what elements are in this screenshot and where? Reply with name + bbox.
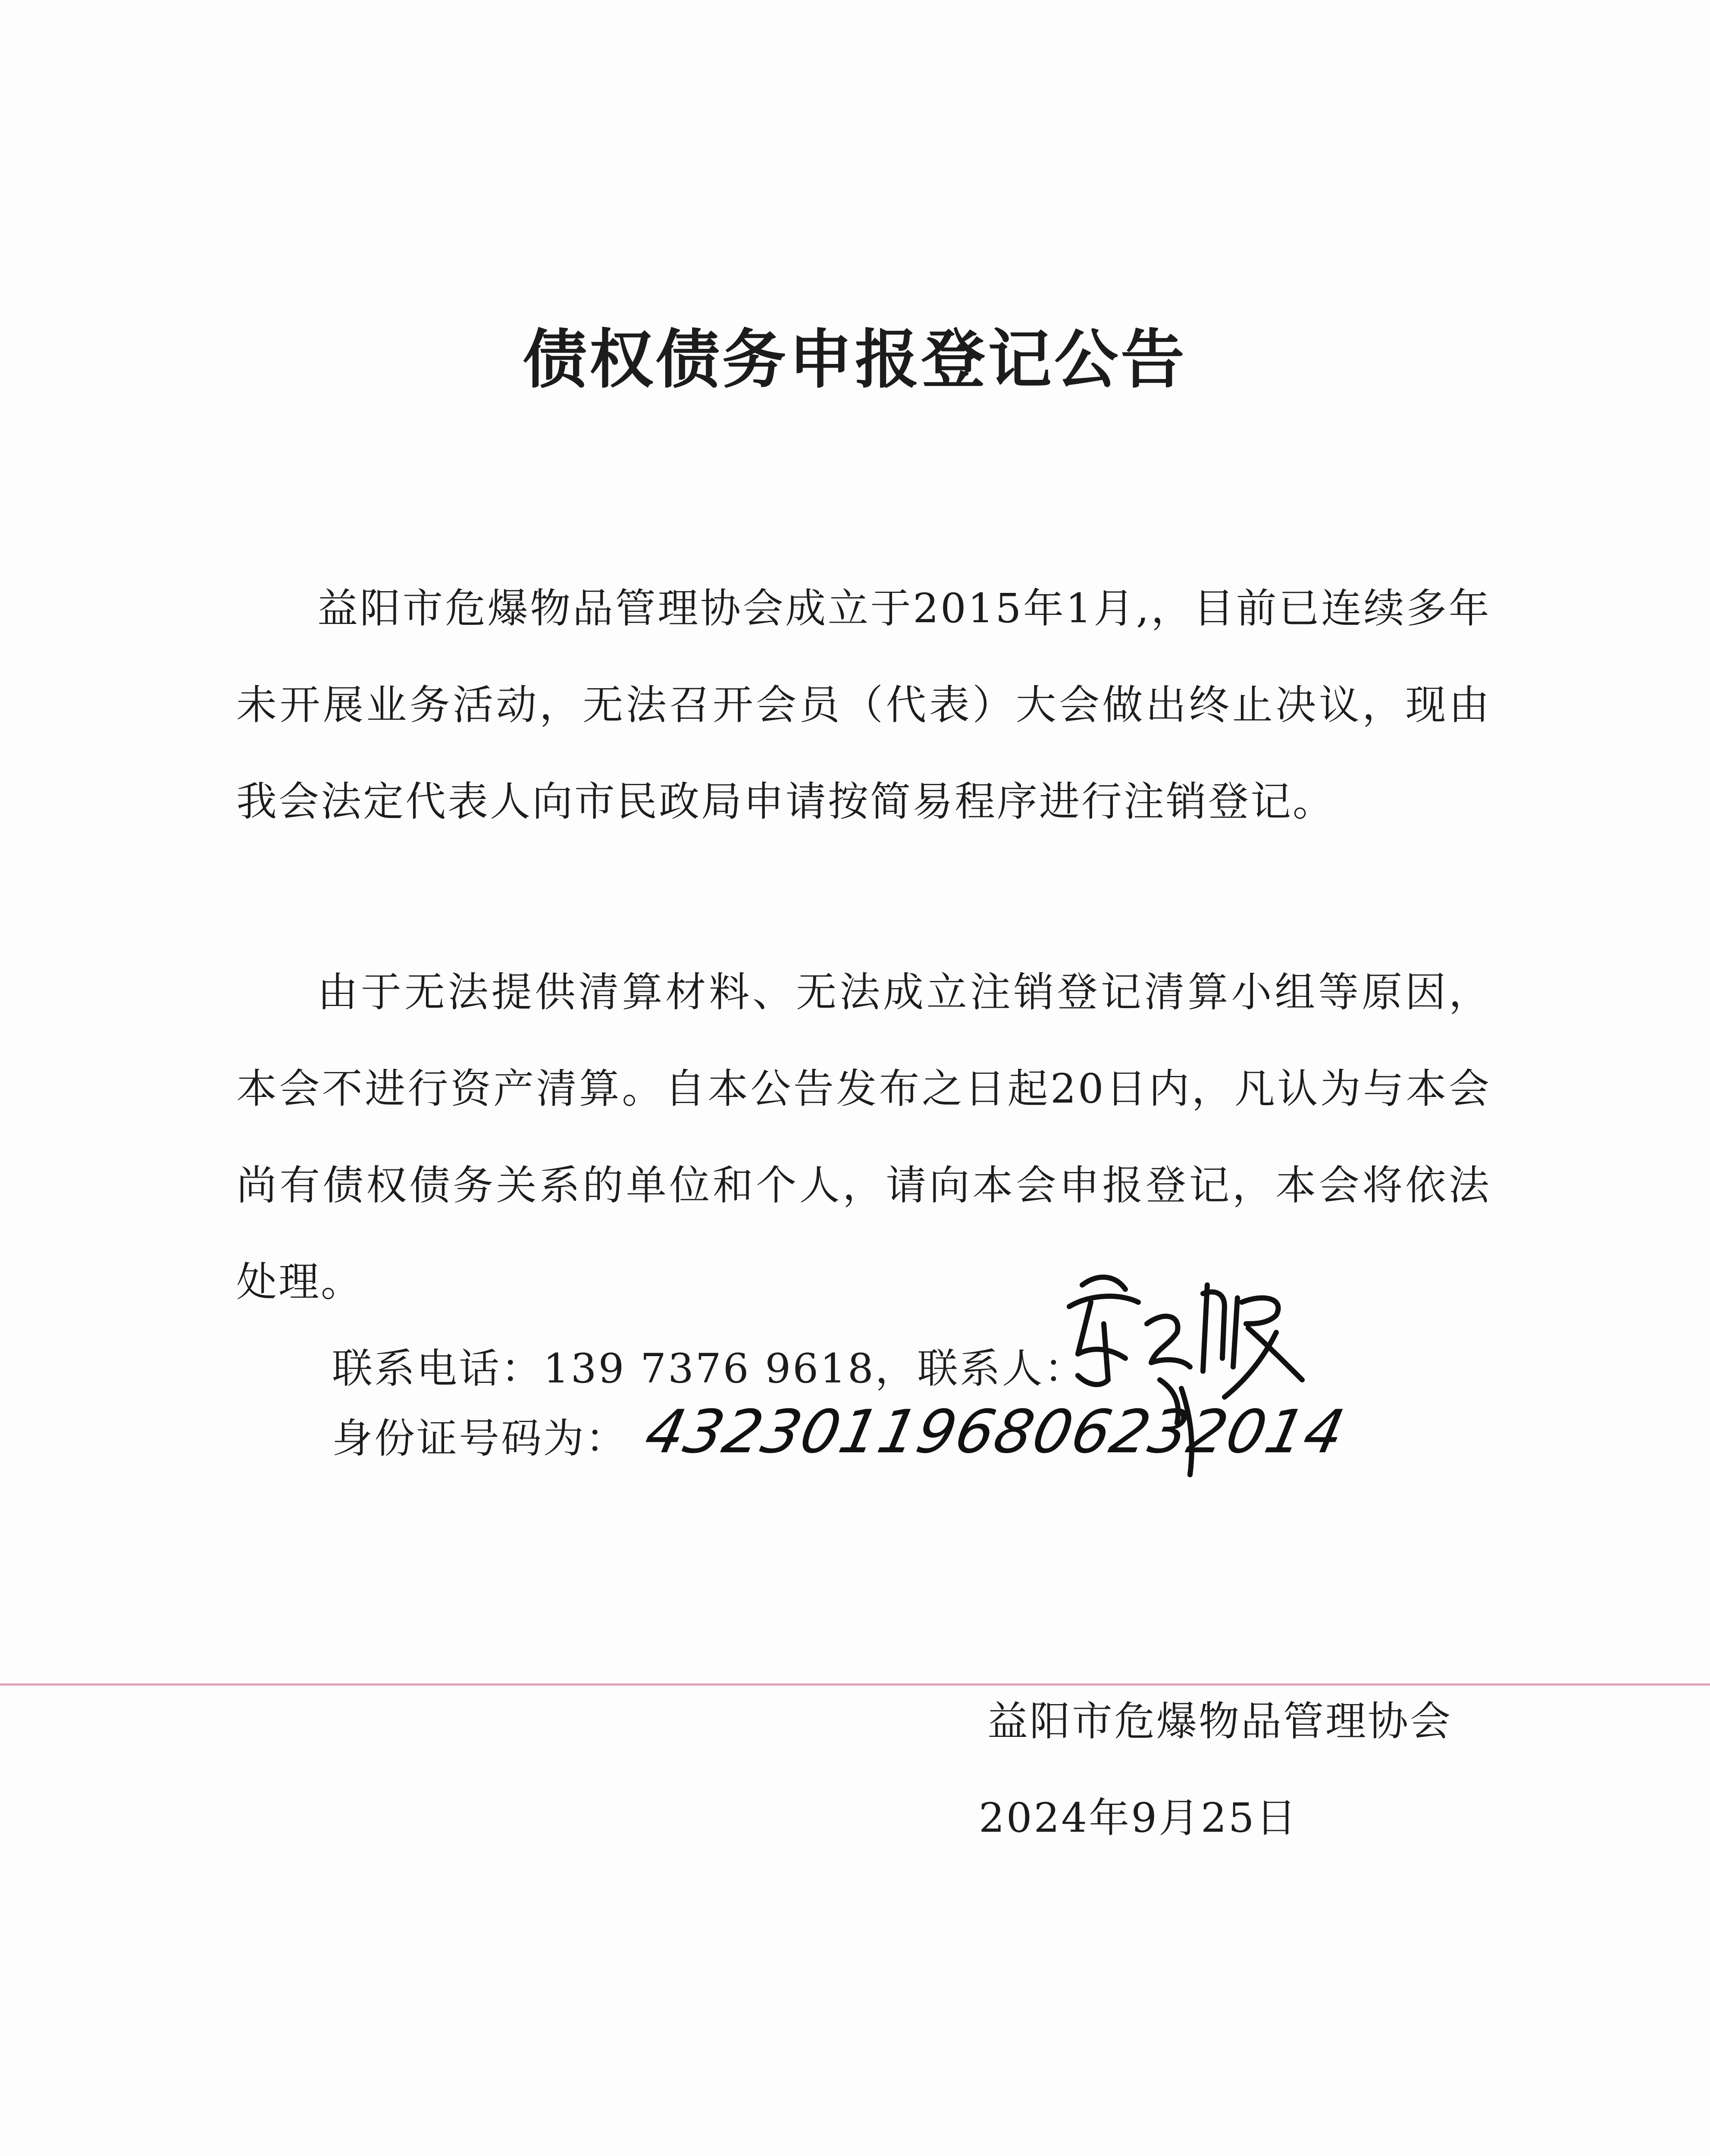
issuer-name: 益阳市危爆物品管理协会 — [987, 1698, 1453, 1745]
issue-date: 2024年9月25日 — [979, 1795, 1298, 1842]
id-label: 身份证号码为： — [332, 1415, 628, 1462]
document-title: 债权债务申报登记公告 — [523, 323, 1187, 397]
paragraph-2: 由于无法提供清算材料、无法成立注销登记清算小组等原因，本会不进行资产清算。自本公告发布之日起20日内，凡认为与本会尚有债权债务关系的单位和个人，请向本会申报登记，本会将依法处理。 — [236, 969, 1491, 1306]
handwritten-id-number: 432301196806232014 — [639, 1397, 1351, 1467]
handwritten-signature — [1052, 1259, 1319, 1483]
contact-line: 联系电话：139 7376 9618，联系人： — [332, 1345, 1087, 1392]
paragraph-1: 益阳市危爆物品管理协会成立于2015年1月,，目前已连续多年未开展业务活动，无法召开会员（代表）大会做出终止决议，现由我会法定代表人向市民政局申请按简易程序进行注销登记。 — [236, 585, 1491, 825]
divider-line — [0, 1683, 1710, 1686]
